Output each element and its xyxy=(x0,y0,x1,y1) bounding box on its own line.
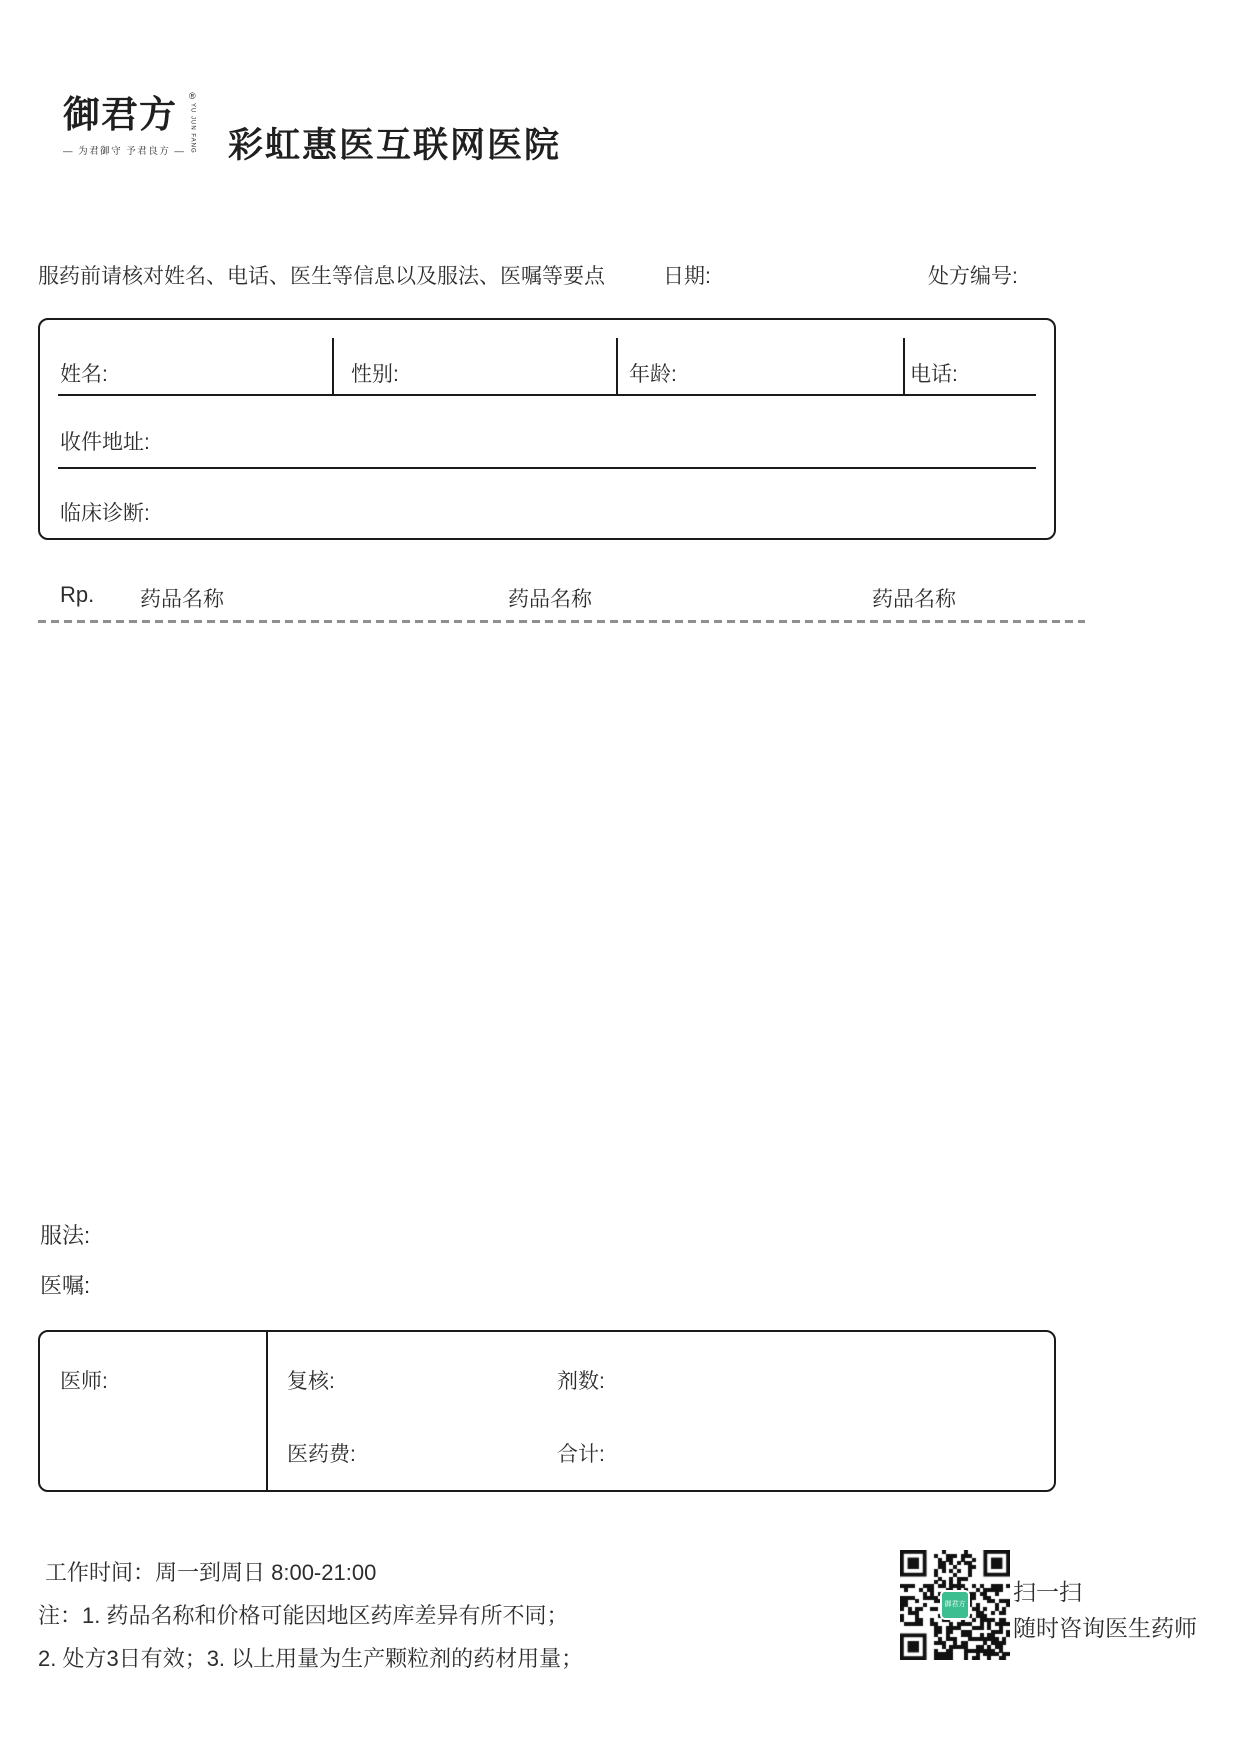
row-divider xyxy=(58,394,1036,396)
diagnosis-field-label: 临床诊断: xyxy=(60,502,150,525)
age-field-label: 年龄: xyxy=(629,363,677,386)
doctor-signature-label: 医师: xyxy=(60,1370,108,1393)
column-divider xyxy=(266,1332,268,1490)
column-divider xyxy=(616,338,618,396)
medicine-fee-label: 医药费: xyxy=(287,1443,356,1466)
dashed-separator xyxy=(38,620,1085,623)
drug-name-column-header: 药品名称 xyxy=(508,588,592,611)
total-label: 合计: xyxy=(557,1443,605,1466)
hospital-title: 彩虹惠医互联网医院 xyxy=(228,126,562,165)
rp-label: Rp. xyxy=(60,582,95,607)
gender-field-label: 性别: xyxy=(351,363,399,386)
row-divider xyxy=(58,467,1036,469)
qr-code xyxy=(900,1550,1010,1660)
dose-count-label: 剂数: xyxy=(557,1370,605,1393)
brand-tagline: — 为君御守 予君良方 — xyxy=(63,146,186,157)
note-line-2: 2. 处方3日有效；3. 以上用量为生产颗粒剂的药材用量； xyxy=(38,1646,584,1671)
address-field-label: 收件地址: xyxy=(60,431,150,454)
column-divider xyxy=(332,338,334,396)
registered-trademark-icon: ® xyxy=(189,91,196,101)
prescription-number-label: 处方编号: xyxy=(928,265,1018,288)
brand-logo-text: 御君方 xyxy=(63,92,177,136)
brand-logo-pinyin: YU JUN FANG xyxy=(189,103,196,154)
usage-label: 服法: xyxy=(40,1223,91,1248)
drug-name-column-header: 药品名称 xyxy=(872,588,956,611)
check-notice-text: 服药前请核对姓名、电话、医生等信息以及服法、医嘱等要点 xyxy=(38,265,605,288)
qr-consult-text: 随时咨询医生药师 xyxy=(1013,1615,1197,1641)
patient-info-box xyxy=(38,318,1056,540)
name-field-label: 姓名: xyxy=(60,363,108,386)
work-time-text: 工作时间：周一到周日 8:00-21:00 xyxy=(45,1560,377,1585)
phone-field-label: 电话: xyxy=(910,363,958,386)
qr-scan-text: 扫一扫 xyxy=(1013,1579,1082,1605)
drug-name-column-header: 药品名称 xyxy=(140,588,224,611)
signature-box xyxy=(38,1330,1056,1492)
brand-logo xyxy=(63,91,203,157)
doctor-advice-label: 医嘱: xyxy=(40,1273,91,1298)
column-divider xyxy=(903,338,905,396)
date-label: 日期: xyxy=(663,265,711,288)
review-label: 复核: xyxy=(287,1370,335,1393)
qr-center-logo: 御君方 xyxy=(940,1590,970,1620)
note-line-1: 注：1. 药品名称和价格可能因地区药库差异有所不同； xyxy=(38,1603,569,1628)
